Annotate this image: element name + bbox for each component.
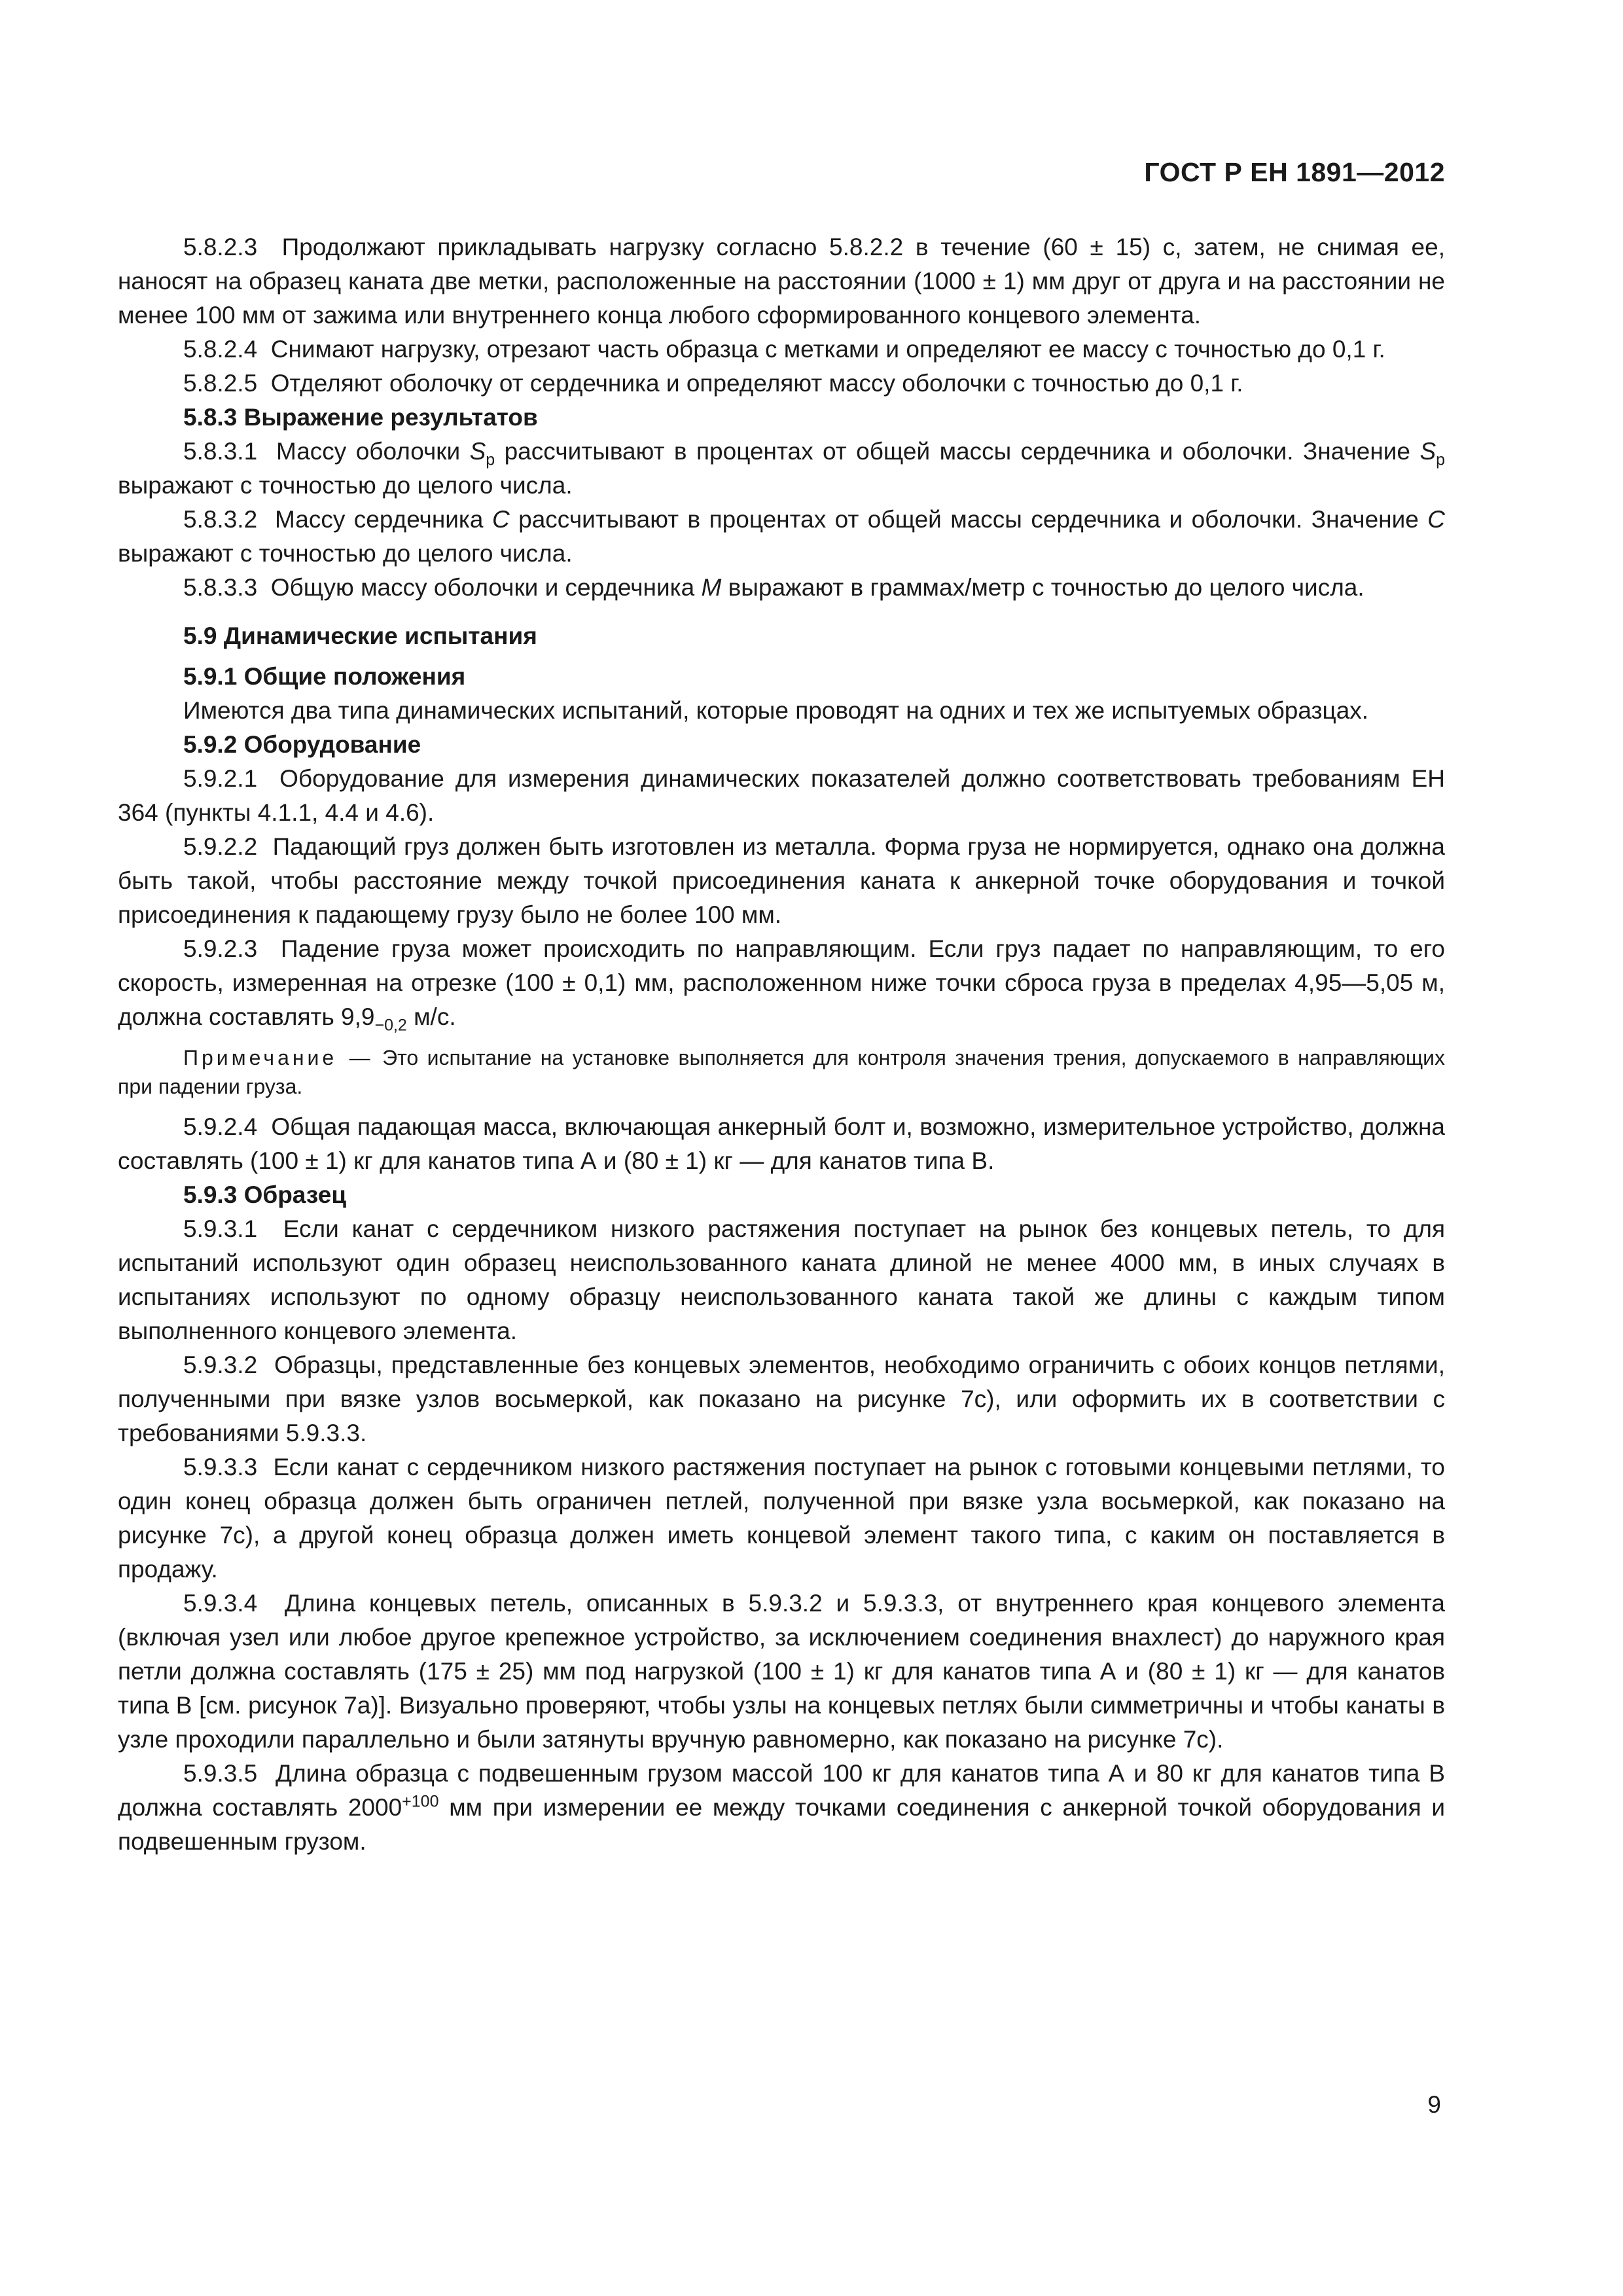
standard-header: ГОСТ Р ЕН 1891—2012 (1144, 157, 1445, 187)
paragraph-number: 5.8.3.1 (183, 438, 258, 465)
paragraph-5-8-2-4 (118, 332, 1445, 367)
paragraph-number: 5.9.2.2 (183, 833, 258, 860)
paragraph-text: Продолжают прикладывать нагрузку согласно 5.8.2.2 в течение (60 ± 15) с, затем, не снимая ее, наносят на образец каната две метки, расположенные на расстоянии (1000 ± 1) мм друг от друга и на расстоянии не менее 100 мм от зажима или внутреннего конца любого сформированного концевого элемента. (118, 234, 1445, 329)
tolerance-subscript: −0,2 (374, 1016, 407, 1035)
paragraph-text: рассчитывают в процентах от общей массы сердечника и оболочки. Значение (504, 438, 1411, 465)
tolerance-superscript: +100 (402, 1792, 439, 1811)
paragraph-text: мм при измерении ее между точками соединения с анкерной точкой оборудования и подвешенным грузом. (118, 1794, 1446, 1855)
paragraph-text: Образцы, представленные без концевых элементов, необходимо ограничить с обоих концов петлями, полученными при вязке узлов восьмеркой, как показано на рисунке 7с), или оформить их в соответствии с требованиями 5.9.3.3. (118, 1352, 1445, 1446)
paragraph-5-9-2-3 (118, 932, 1445, 1034)
paragraph-text: Оборудование для измерения динамических показателей должно соответствовать требованиям ЕН 364 (пункты 4.1.1, 4.4 и 4.6). (118, 765, 1445, 826)
paragraph-number: 5.9.3.2 (183, 1352, 258, 1378)
paragraph-5-9-3-4 (118, 1587, 1445, 1757)
paragraph-number: 5.9.2.1 (183, 765, 258, 792)
paragraph-text: Если канат с сердечником низкого растяжения поступает на рынок с готовыми концевыми петлями, то один конец образца должен быть ограничен петлей, полученной при вязке узла восьмеркой, как показано на рисунке 7с), а другой конец образца должен иметь концевой элемент такого типа, с каким он поставляется в продажу. (118, 1454, 1445, 1583)
paragraph-5-8-2-3 (118, 230, 1445, 332)
note (118, 1043, 1445, 1101)
symbol-s: S (469, 438, 486, 465)
paragraph-5-9-3-2 (118, 1348, 1445, 1450)
paragraph-text: Если канат с сердечником низкого растяжения поступает на рынок без концевых петель, то для испытаний используют один образец неиспользованного каната длиной не менее 4000 мм, в иных случаях в испытаниях используют по одному образцу неиспользованного каната такой же длины с каждым типом выполненного концевого элемента. (118, 1215, 1446, 1344)
symbol-m: M (701, 574, 722, 601)
page-number: 9 (1427, 2091, 1441, 2118)
paragraph-text: выражают в граммах/метр с точностью до целого числа. (728, 574, 1364, 601)
paragraph-text: рассчитывают в процентах от общей массы сердечника и оболочки. Значение (518, 506, 1419, 533)
paragraph-number: 5.9.3.3 (183, 1454, 258, 1480)
paragraph-text: Общая падающая масса, включающая анкерный болт и, возможно, измерительное устройство, должна составлять (100 ± 1) кг для канатов типа А и (80 ± 1) кг — для канатов типа В. (118, 1113, 1445, 1174)
paragraph-text: Падение груза может происходить по направляющим. Если груз падает по направляющим, то его скорость, измеренная на отрезке (100 ± 0,1) мм, расположенном ниже точки сброса груза в пределах 4,95—5,05 м, должна составлять 9,9 (118, 935, 1445, 1030)
paragraph-number: 5.9.3.4 (183, 1590, 258, 1617)
paragraph-text: Общую массу оболочки и сердечника (270, 574, 695, 601)
paragraph-general: Имеются два типа динамических испытаний, которые проводят на одних и тех же испытуемых образцах. (183, 697, 1369, 724)
paragraph-5-9-3-1 (118, 1212, 1445, 1348)
subscript-p: p (1436, 450, 1446, 469)
paragraph-number: 5.8.3.3 (183, 574, 258, 601)
paragraph-5-9-2-2 (118, 830, 1445, 932)
paragraph-5-8-3-2 (118, 503, 1445, 571)
paragraph-number: 5.8.2.3 (183, 234, 258, 260)
paragraph-text: Падающий груз должен быть изготовлен из металла. Форма груза не нормируется, однако она должна быть такой, чтобы расстояние между точкой присоединения каната к анкерной точке оборудования и точкой присоединения к падающему грузу было не более 100 мм. (118, 833, 1446, 928)
paragraph-5-9-3-5 (118, 1757, 1445, 1859)
paragraph-text: Массу оболочки (276, 438, 461, 465)
paragraph-number: 5.8.2.4 (183, 336, 258, 363)
paragraph-text: м/с. (414, 1003, 456, 1030)
symbol-s: S (1419, 438, 1436, 465)
paragraph-5-9-3-3 (118, 1450, 1445, 1587)
paragraph-text: выражают с точностью до целого числа. (118, 540, 573, 567)
paragraph-text: выражают с точностью до целого числа. (118, 472, 573, 499)
paragraph-number: 5.9.2.3 (183, 935, 258, 962)
symbol-c: C (1427, 506, 1446, 533)
subscript-p: p (486, 450, 495, 469)
document-body (118, 230, 1445, 1859)
paragraph-text: Отделяют оболочку от сердечника и определяют массу оболочки с точностью до 0,1 г. (270, 370, 1243, 397)
paragraph-text: Длина концевых петель, описанных в 5.9.3.2 и 5.9.3.3, от внутреннего края концевого элемента (включая узел или любое другое крепежное устройство, за исключением соединения внахлест) до наружного края петли должна составлять (175 ± 25) мм под нагрузкой (100 ± 1) кг для канатов типа А и (80 ± 1) кг — для канатов типа В [см. рисунок 7а)]. Визуально проверяют, чтобы узлы на концевых петлях были симметричны и чтобы канаты в узле проходили параллельно и были затянуты вручную равномерно, как показано на рисунке 7с). (118, 1590, 1446, 1753)
paragraph-text: Массу сердечника (275, 506, 484, 533)
section-heading-5-9: 5.9 Динамические испытания (183, 622, 537, 649)
section-heading-5-9-3: 5.9.3 Образец (183, 1181, 347, 1208)
note-label: Примечание — (183, 1046, 374, 1069)
section-heading-5-9-1: 5.9.1 Общие положения (183, 663, 466, 690)
paragraph-text: Снимают нагрузку, отрезают часть образца с метками и определяют ее массу с точностью до 0,1 г. (270, 336, 1385, 363)
paragraph-number: 5.9.3.1 (183, 1215, 258, 1242)
symbol-c: C (491, 506, 510, 533)
note-text: Это испытание на установке выполняется для контроля значения трения, допускаемого в направляющих при падении груза. (118, 1046, 1446, 1098)
paragraph-text: Длина образца с подвешенным грузом массой 100 кг для канатов типа А и 80 кг для канатов типа В должна составлять 2000 (118, 1760, 1446, 1821)
section-heading-5-8-3: 5.8.3 Выражение результатов (183, 404, 538, 431)
paragraph-5-8-3-1 (118, 435, 1445, 503)
paragraph-5-8-2-5 (118, 367, 1445, 401)
paragraph-number: 5.9.3.5 (183, 1760, 258, 1787)
paragraph-5-9-2-1 (118, 762, 1445, 830)
paragraph-number: 5.9.2.4 (183, 1113, 258, 1140)
section-heading-5-9-2: 5.9.2 Оборудование (183, 731, 421, 758)
paragraph-number: 5.8.3.2 (183, 506, 258, 533)
paragraph-number: 5.8.2.5 (183, 370, 258, 397)
paragraph-5-9-2-4 (118, 1110, 1445, 1178)
paragraph-5-8-3-3 (118, 571, 1445, 605)
